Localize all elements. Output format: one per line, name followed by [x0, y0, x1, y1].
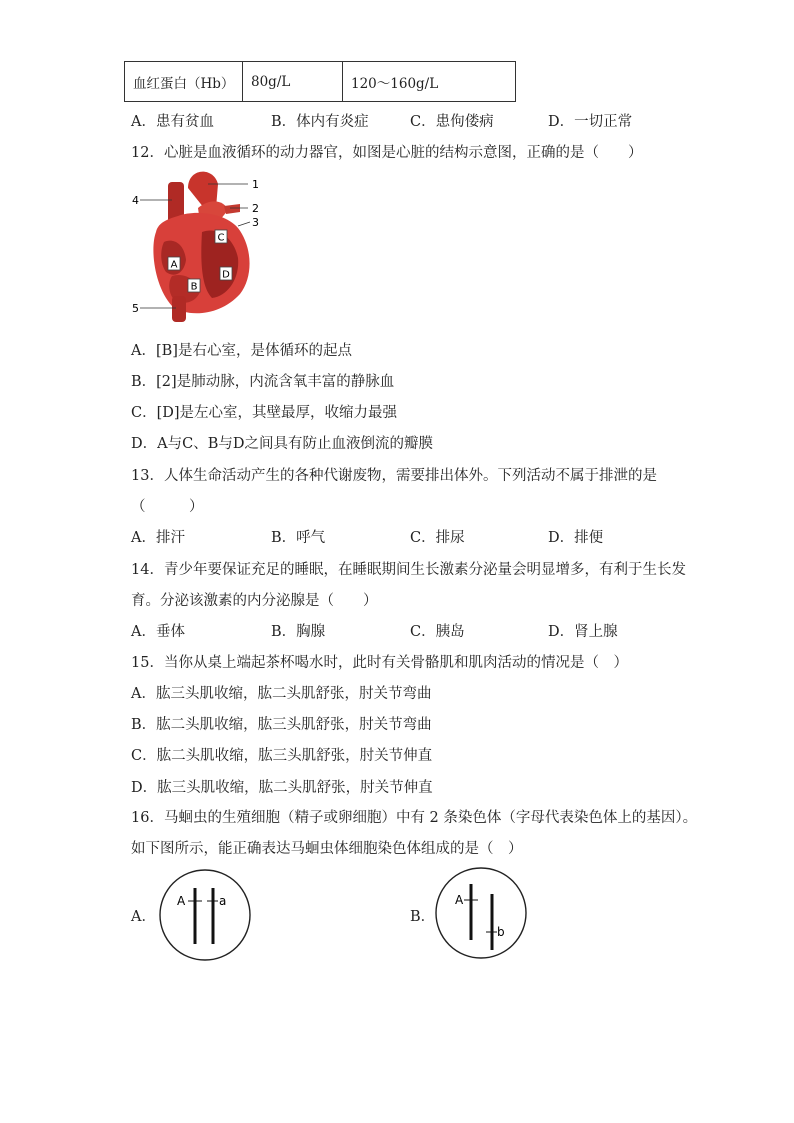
q15-option-a[interactable]: A．肱三头肌收缩，肱二头肌舒张，肘关节弯曲	[131, 686, 432, 702]
q12-option-b[interactable]: B．[2]是肺动脉，内流含氧丰富的静脉血	[131, 374, 395, 390]
gene-label-b: b	[497, 925, 505, 939]
q15-stem: 15．当你从桌上端起茶杯喝水时，此时有关骨骼肌和肌肉活动的情况是（ ）	[131, 655, 628, 671]
gene-label-a: a	[219, 894, 227, 908]
q11-option-b[interactable]: B．体内有炎症	[271, 114, 369, 130]
q16-option-b-cell[interactable]	[434, 866, 528, 960]
q13-option-d[interactable]: D．排便	[548, 530, 604, 546]
table-cell-reference: 120～160g/L	[343, 62, 516, 102]
q14-option-a[interactable]: A．垂体	[131, 624, 185, 640]
q14-option-c[interactable]: C．胰岛	[410, 624, 465, 640]
q15-option-c[interactable]: C．肱二头肌收缩，肱三头肌舒张，肘关节伸直	[131, 748, 433, 764]
q16-option-a-cell[interactable]	[158, 868, 252, 962]
q16-stem-line1: 16．马蛔虫的生殖细胞（精子或卵细胞）中有 2 条染色体（字母代表染色体上的基因）。	[131, 810, 698, 826]
q12-option-c[interactable]: C．[D]是左心室，其壁最厚，收缩力最强	[131, 405, 398, 421]
q12-option-a[interactable]: A．[B]是右心室，是体循环的起点	[131, 343, 352, 359]
label-4: 4	[132, 194, 139, 207]
q11-option-a[interactable]: A．患有贫血	[131, 114, 214, 130]
q13-stem: 13．人体生命活动产生的各种代谢废物，需要排出体外。下列活动不属于排泄的是	[131, 468, 657, 484]
table-cell-measured: 80g/L	[243, 62, 343, 102]
label-1: 1	[252, 178, 259, 191]
table-cell-item: 血红蛋白（Hb）	[125, 62, 243, 102]
q13-option-b[interactable]: B．呼气	[271, 530, 326, 546]
q12-option-d[interactable]: D．A与C、B与D之间具有防止血液倒流的瓣膜	[131, 436, 433, 452]
q11-option-c[interactable]: C．患佝偻病	[410, 114, 494, 130]
q16-option-b-letter[interactable]: B．	[410, 909, 436, 925]
q13-answer-paren: （ ）	[131, 499, 204, 515]
q15-option-b[interactable]: B．肱二头肌收缩，肱三头肌舒张，肘关节弯曲	[131, 717, 432, 733]
q14-stem-line1: 14．青少年要保证充足的睡眠，在睡眠期间生长激素分泌量会明显增多，有利于生长发	[131, 562, 686, 578]
q12-stem: 12．心脏是血液循环的动力器官，如图是心脏的结构示意图，正确的是（ ）	[131, 145, 643, 161]
label-A: A	[170, 259, 178, 271]
q13-option-c[interactable]: C．排尿	[410, 530, 465, 546]
gene-label-A: A	[177, 894, 186, 908]
q15-option-d[interactable]: D．肱三头肌收缩，肱二头肌舒张，肘关节伸直	[131, 780, 433, 796]
q16-stem-line2: 如下图所示，能正确表达马蛔虫体细胞染色体组成的是（ ）	[131, 841, 523, 857]
q13-option-a[interactable]: A．排汗	[131, 530, 185, 546]
q14-option-d[interactable]: D．肾上腺	[548, 624, 618, 640]
table-row	[125, 62, 516, 102]
label-5: 5	[132, 302, 139, 315]
heart-diagram	[128, 168, 278, 328]
gene-label-A: A	[455, 893, 464, 907]
label-D: D	[222, 269, 230, 281]
q14-stem-line2: 育。分泌该激素的内分泌腺是（ ）	[131, 593, 378, 609]
q16-option-a-letter[interactable]: A．	[131, 909, 156, 925]
label-B: B	[190, 281, 198, 293]
label-2: 2	[252, 202, 259, 215]
q11-option-d[interactable]: D．一切正常	[548, 114, 633, 130]
label-3: 3	[252, 216, 259, 229]
hemoglobin-table	[124, 61, 516, 102]
label-C: C	[217, 232, 225, 244]
q14-option-b[interactable]: B．胸腺	[271, 624, 326, 640]
